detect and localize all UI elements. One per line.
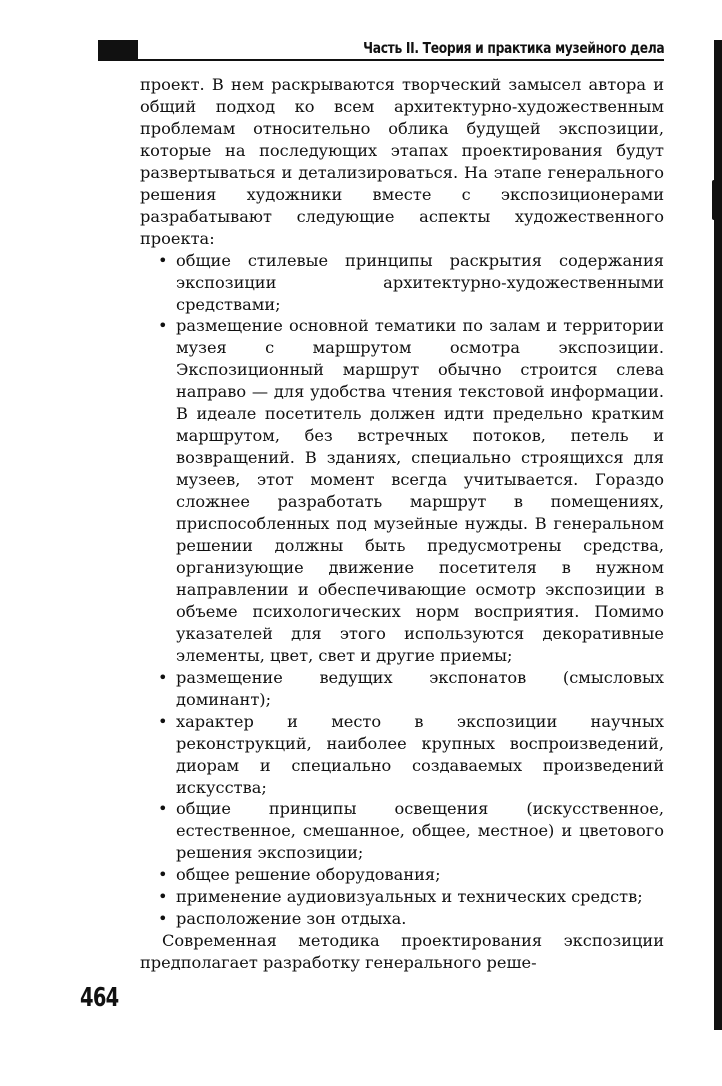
list-item: • общие стилевые принципы раскрытия содержания экспозиции архитектурно-художественными средствами;: [176, 250, 664, 316]
list-item: • размещение основной тематики по залам и территории музея с маршрутом осмотра экспозиции. Экспозиционный маршрут обычно строится слева направо — для удобства чтения текстовой информации. В идеале посетитель должен идти предельно кратким маршрутом, без встречных потоков, петель и возвращений. В зданиях, специально строящихся для музеев, этот момент всегда учитывается. Гораздо сложнее разработать маршрут в помещениях, приспособленных под музейные нужды. В генеральном решении должны быть предусмотрены средства, организующие движение посетителя в нужном направлении и обеспечивающие осмотр экспозиции в объеме психологических норм восприятия. Помимо указателей для этого используются декоративные элементы, цвет, свет и другие приемы;: [176, 315, 664, 666]
list-item: • общее решение оборудования;: [176, 864, 664, 886]
page-number: 464: [80, 983, 119, 1013]
running-head: Часть II. Теория и практика музейного дела: [362, 39, 664, 57]
aspects-list: [140, 250, 664, 931]
list-item: • характер и место в экспозиции научных реконструкций, наиболее крупных воспроизведений, диорам и специально создаваемых произведений искусства;: [176, 711, 664, 799]
page-edge-notch: [712, 180, 716, 220]
closing-paragraph: Современная методика проектирования экспозиции предполагает разработку генерального реше-: [140, 931, 664, 973]
list-item: • размещение ведущих экспонатов (смысловых доминант);: [176, 667, 664, 711]
list-item: • общие принципы освещения (искусственное, естественное, смешанное, общее, местное) и цветового решения экспозиции;: [176, 798, 664, 864]
header-rule: [98, 59, 664, 61]
header-marker-block: [98, 40, 138, 60]
intro-paragraph: проект. В нем раскрываются творческий замысел автора и общий подход ко всем архитектурно-художественным проблемам относительно облика будущей экспозиции, которые на последующих этапах проектирования будут развертываться и детализироваться. На этапе генерального решения художники вместе с экспозиционерами разрабатывают следующие аспекты художественного проекта:: [140, 75, 664, 248]
list-item: • расположение зон отдыха.: [176, 908, 664, 930]
list-item: • применение аудиовизуальных и технических средств;: [176, 886, 664, 908]
body-text: [140, 74, 664, 974]
